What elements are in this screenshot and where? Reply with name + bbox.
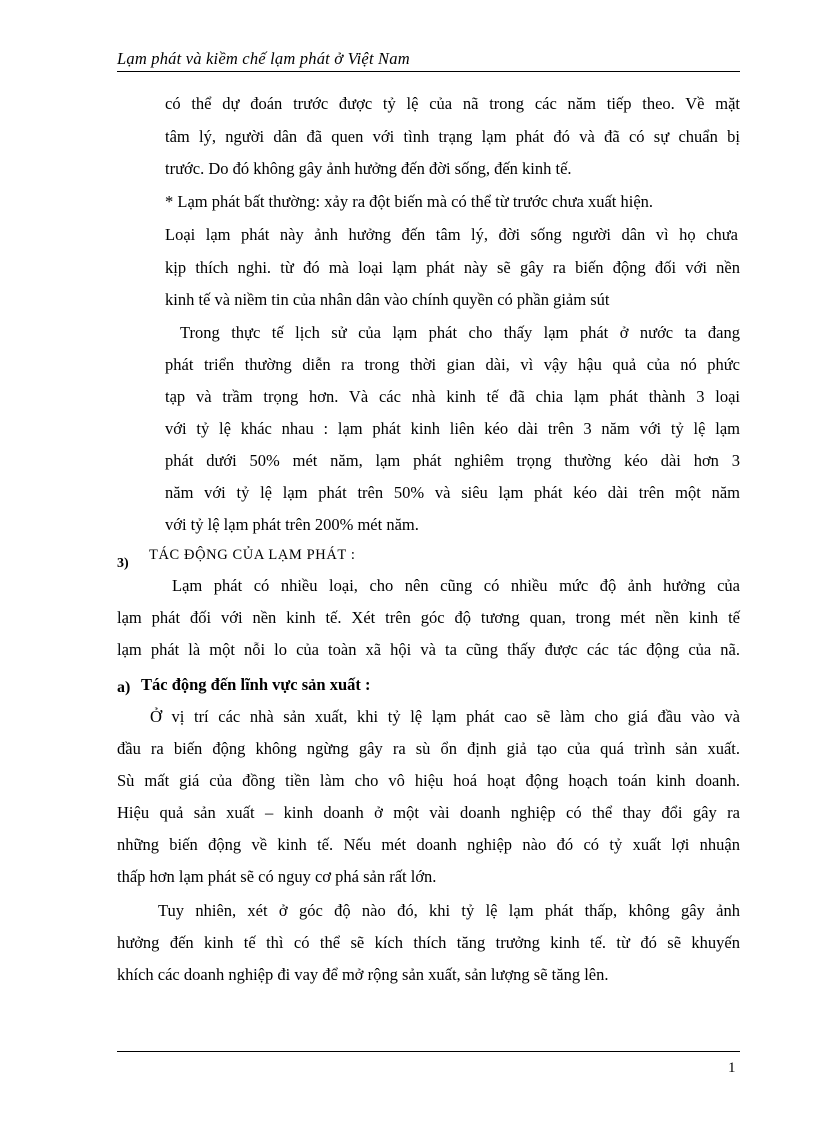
text-line: Lạm phát có nhiều loại, cho nên cũng có nhiều mức độ ảnh hưởng của bbox=[172, 576, 740, 595]
section-title: TÁC ĐỘNG CỦA LẠM PHÁT : bbox=[149, 547, 356, 563]
text-line: Tuy nhiên, xét ở góc độ nào đó, khi tỷ lệ lạm phát thấp, không gây ảnh bbox=[158, 901, 740, 920]
text-line: lạm phát là một nỗi lo của toàn xã hội và ta cũng thấy được các tác động của nã. bbox=[117, 640, 740, 659]
text-line: Trong thực tế lịch sử của lạm phát cho thấy lạm phát ở nước ta đang bbox=[180, 323, 740, 342]
footer-divider bbox=[117, 1051, 740, 1052]
text-line: tâm lý, người dân đã quen với tình trạng lạm phát đó và đã có sự chuẩn bị bbox=[165, 127, 740, 146]
text-line: phát dưới 50% mét năm, lạm phát nghiêm trọng thường kéo dài hơn 3 bbox=[165, 451, 740, 470]
text-line: năm với tỷ lệ lạm phát trên 50% và siêu lạm phát kéo dài trên một năm bbox=[165, 483, 740, 502]
page-number: 1 bbox=[728, 1060, 736, 1076]
text-line: * Lạm phát bất thường: xảy ra đột biến mà có thể từ trước chưa xuất hiện. bbox=[165, 192, 654, 211]
text-line: thấp hơn lạm phát sẽ có nguy cơ phá sản rất lớn. bbox=[117, 867, 437, 886]
text-line: có thể dự đoán trước được tỷ lệ của nã trong các năm tiếp theo. Về mặt bbox=[165, 94, 740, 113]
text-line: Hiệu quả sản xuất – kinh doanh ở một vài doanh nghiệp có thể thay đổi gây ra bbox=[117, 803, 740, 822]
text-line: những biến động về kinh tế. Nếu mét doanh nghiệp nào đó có tỷ xuất lợi nhuận bbox=[117, 835, 740, 854]
subsection-title: Tác động đến lĩnh vực sản xuất : bbox=[141, 675, 371, 694]
text-line: đầu ra biến động không ngừng gây ra sù ổn định giả tạo của quá trình sản xuất. bbox=[117, 739, 740, 758]
subsection-label: a) bbox=[117, 679, 131, 696]
header-divider bbox=[117, 71, 740, 72]
text-line: khích các doanh nghiệp đi vay để mở rộng sản xuất, sản lượng sẽ tăng lên. bbox=[117, 965, 609, 984]
text-line: trước. Do đó không gây ảnh hưởng đến đời sống, đến kinh tế. bbox=[165, 159, 572, 178]
text-line: kịp thích nghi. từ đó mà loại lạm phát này sẽ gây ra biến động đối với nền bbox=[165, 258, 740, 277]
text-line: phát triển thường diễn ra trong thời gian dài, vì vậy hậu quả của nó phức bbox=[165, 355, 740, 374]
text-line: với tỷ lệ lạm phát trên 200% mét năm. bbox=[165, 515, 419, 534]
section-number: 3) bbox=[117, 556, 129, 571]
text-line: Sù mất giá của đồng tiền làm cho vô hiệu hoá hoạt động hoạch toán kinh doanh. bbox=[117, 771, 740, 790]
header-title: Lạm phát và kiềm chế lạm phát ở Việt Nam bbox=[117, 49, 410, 68]
text-line: Ở vị trí các nhà sản xuất, khi tỷ lệ lạm phát cao sẽ làm cho giá đầu vào và bbox=[150, 707, 740, 726]
text-line: kinh tế và niềm tin của nhân dân vào chính quyền có phần giảm sút bbox=[165, 290, 610, 309]
text-line: Loại lạm phát này ảnh hưởng đến tâm lý, đời sống người dân vì họ chưa bbox=[165, 225, 738, 244]
text-line: với tỷ lệ khác nhau : lạm phát kinh liên kéo dài trên 3 năm với tỷ lệ lạm bbox=[165, 419, 740, 438]
text-line: hưởng đến kinh tế thì có thể sẽ kích thích tăng trưởng kinh tế. từ đó sẽ khuyến bbox=[117, 933, 740, 952]
text-line: tạp và trầm trọng hơn. Và các nhà kinh tế đã chia lạm phát thành 3 loại bbox=[165, 387, 740, 406]
text-line: lạm phát đối với nền kinh tế. Xét trên góc độ tương quan, trong mét nền kinh tế bbox=[117, 608, 740, 627]
